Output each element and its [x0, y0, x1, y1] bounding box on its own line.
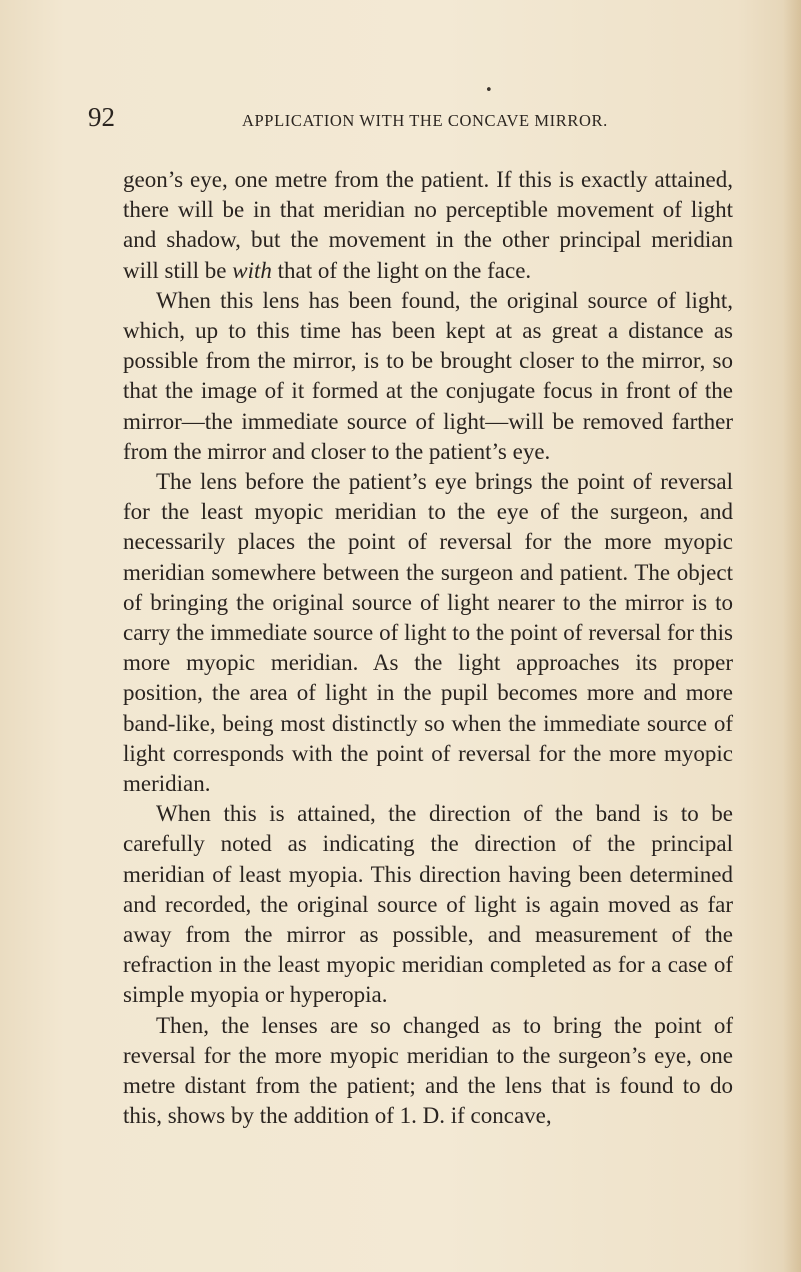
- text-run: The lens before the patient’s eye brings the point of reversal for the least myopic meridian to the eye of the surgeon, and necessarily places the point of reversal for the more myopic meridian somewhere between the surgeon and patient. The object of bringing the original source of light nearer to the mirror is to carry the immediate source of light to the point of reversal for this more myopic meridian. As the light approaches its proper position, the area of light in the pupil becomes more and more band-like, being most distinctly so when the immediate source of light corresponds with the point of reversal for the more myopic meridian.: [123, 469, 733, 797]
- paragraph: [123, 165, 733, 286]
- paragraph: [123, 286, 733, 467]
- page-header: [88, 101, 688, 141]
- text-run: When this is attained, the direction of the band is to be carefully noted as indicating the direction of the principal meridian of least myopia. This direction having been determined and recorded, the original source of light is again moved as far away from the mirror as possible, and measurement of the refraction in the least myopic meridian completed as for a case of simple myopia or hyperopia.: [123, 801, 733, 1008]
- print-speck: •: [485, 83, 493, 98]
- text-run: that of the light on the face.: [271, 257, 532, 283]
- page-edge-shadow: [783, 0, 801, 1272]
- paragraph: [123, 799, 733, 1010]
- running-head: APPLICATION WITH THE CONCAVE MIRROR.: [242, 111, 608, 130]
- body-text: [123, 165, 733, 1132]
- text-run: geon’s eye, one metre from the patient. If this is exactly attained, there will be in that meridian no perceptible movement of light and shadow, but the movement in the other principal meridian will still be: [123, 167, 733, 283]
- paragraph: [123, 467, 733, 799]
- paragraph: [123, 1011, 733, 1132]
- text-run: Then, the lenses are so changed as to bring the point of reversal for the more myopic meridian to the surgeon’s eye, one metre distant from the patient; and the lens that is found to do this, shows by the addition of 1. D. if concave,: [123, 1012, 733, 1129]
- page-number: 92: [88, 102, 115, 132]
- emphasized-text: with: [232, 257, 272, 283]
- text-run: When this lens has been found, the original source of light, which, up to this time has been kept at as great a distance as possible from the mirror, is to be brought closer to the mirror, so that the image of it formed at the conjugate focus in front of the mirror—the immediate source of light—will be removed farther from the mirror and closer to the patient’s eye.: [123, 287, 733, 464]
